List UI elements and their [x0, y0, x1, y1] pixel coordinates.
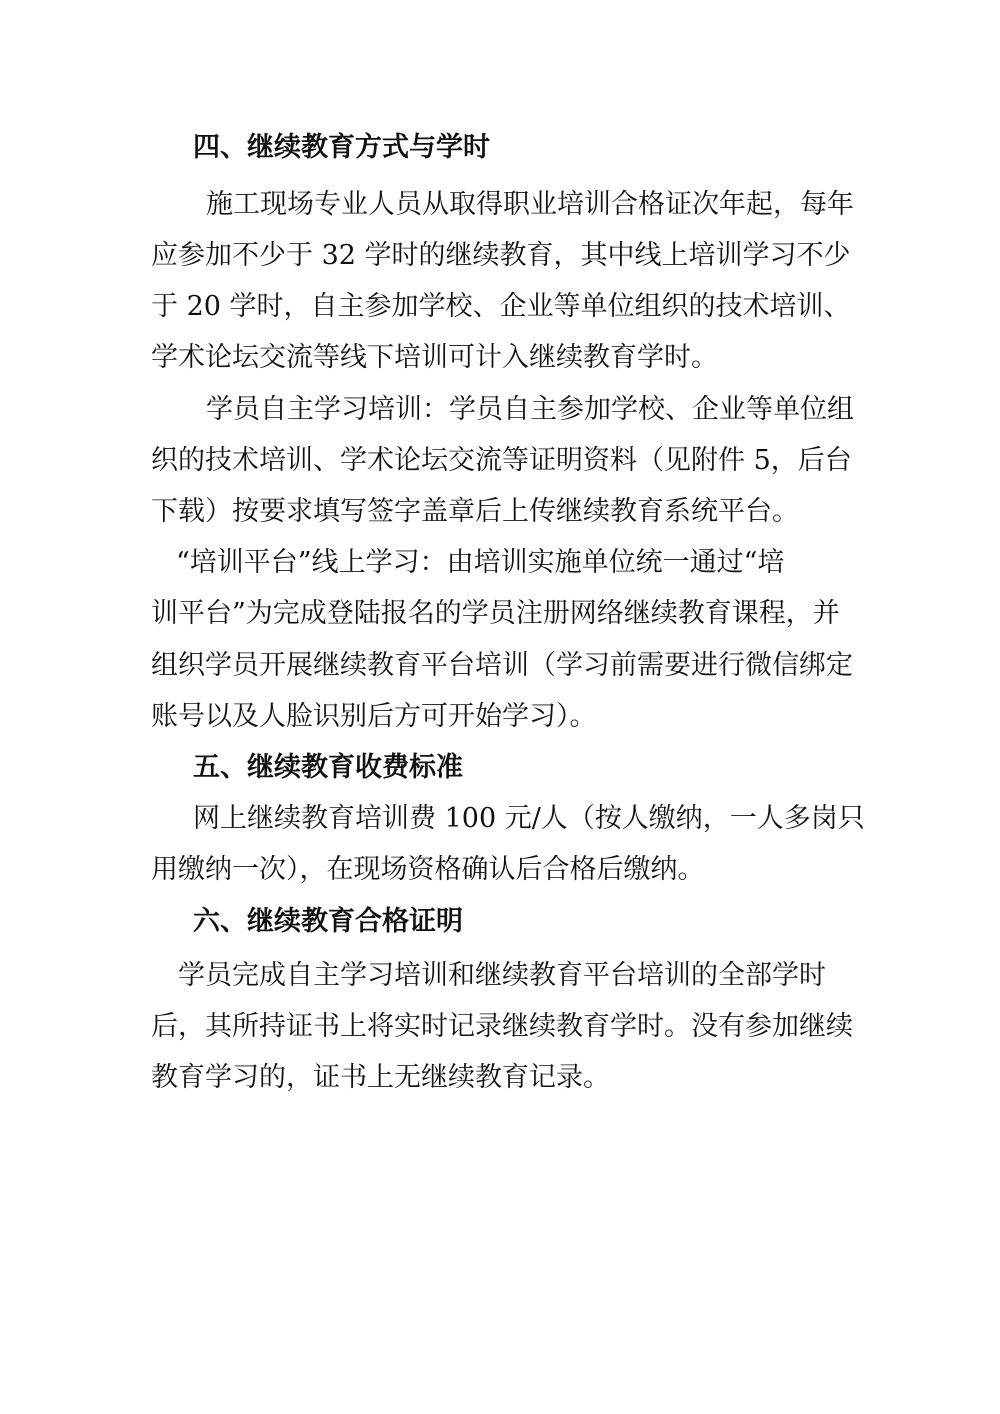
section-heading: 六、继续教育合格证明 [193, 906, 463, 937]
paragraph-line: 教育学习的，证书上无继续教育记录。 [151, 1062, 610, 1093]
section-heading: 五、继续教育收费标准 [193, 752, 463, 783]
paragraph-line: 于 20 学时，自主参加学校、企业等单位组织的技术培训、 [151, 291, 851, 322]
section-heading: 四、继续教育方式与学时 [193, 132, 490, 163]
paragraph-line: 组织学员开展继续教育平台培训（学习前需要进行微信绑定 [151, 650, 853, 681]
paragraph-line: 用缴纳一次），在现场资格确认后合格后缴纳。 [151, 854, 705, 885]
paragraph-line: 应参加不少于 32 学时的继续教育，其中线上培训学习不少 [151, 240, 851, 271]
paragraph-line: 后，其所持证书上将实时记录继续教育学时。没有参加继续 [151, 1011, 853, 1042]
paragraph-line: 学术论坛交流等线下培训可计入继续教育学时。 [151, 342, 718, 373]
paragraph-line: 学员自主学习培训：学员自主参加学校、企业等单位组 [206, 394, 854, 425]
paragraph-line: 织的技术培训、学术论坛交流等证明资料（见附件 5，后台 [151, 445, 852, 476]
paragraph-line: 学员完成自主学习培训和继续教育平台培训的全部学时 [178, 960, 826, 991]
paragraph-line: 下载）按要求填写签字盖章后上传继续教育系统平台。 [151, 496, 799, 527]
paragraph-line: 训平台”为完成登陆报名的学员注册网络继续教育课程，并 [151, 598, 840, 629]
paragraph-line: “培训平台”线上学习：由培训实施单位统一通过“培 [176, 547, 785, 578]
paragraph-line: 账号以及人脸识别后方可开始学习）。 [151, 701, 597, 732]
paragraph-line: 网上继续教育培训费 100 元/人（按人缴纳，一人多岗只 [193, 803, 865, 834]
paragraph-line: 施工现场专业人员从取得职业培训合格证次年起，每年 [206, 189, 854, 220]
